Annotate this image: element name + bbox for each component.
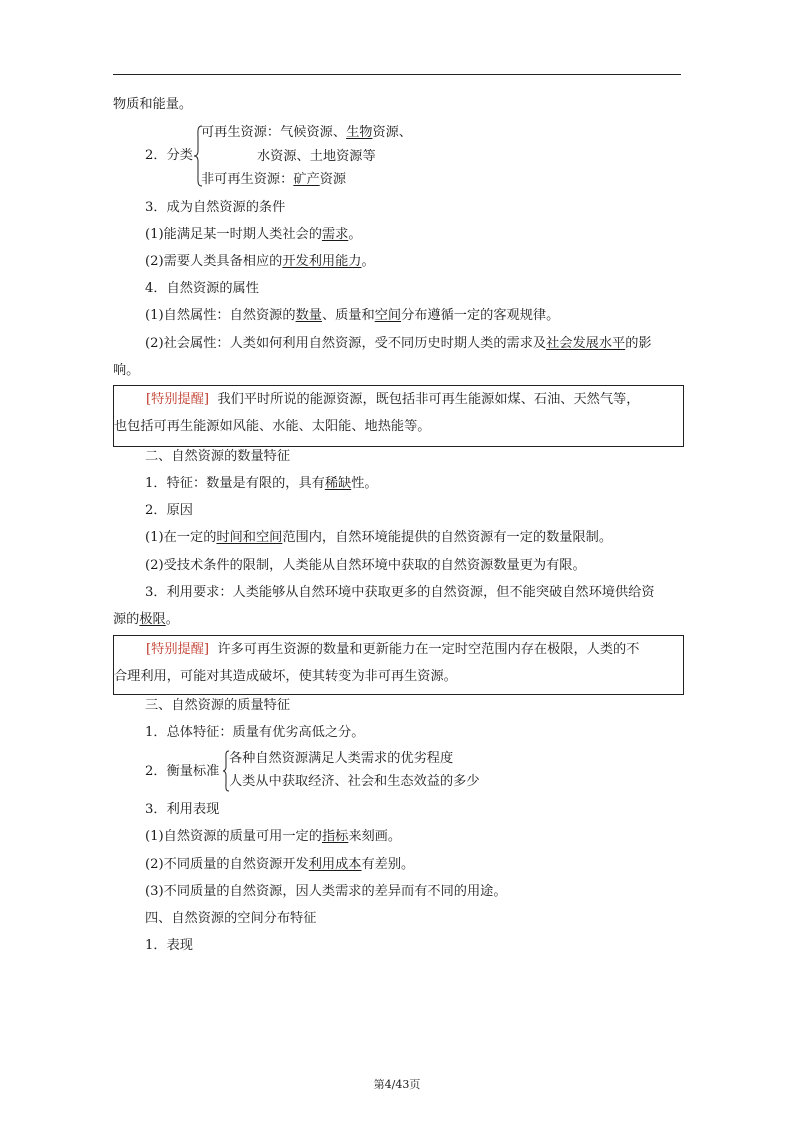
measure-1: 各种自然资源满足人类需求的优劣程度 (229, 751, 454, 766)
spatial-item-1: 1．表现 (145, 938, 193, 953)
conditions-heading: 3．成为自然资源的条件 (145, 200, 286, 215)
tip-line-1: [特别提醒] 许多可再生资源的数量和更新能力在一定时空范围内存在极限，人类的不 (146, 642, 640, 657)
tip-label: [特别提醒] (146, 642, 210, 657)
tip-line-2: 合理利用，可能对其造成破坏，使其转变为非可再生资源。 (114, 669, 457, 684)
quantity-reason: 2．原因 (145, 503, 193, 518)
condition-2: (2)需要人类具备相应的开发利用能力。 (145, 254, 375, 269)
use-1: (1)自然资源的质量可用一定的指标来刻画。 (145, 829, 402, 844)
usage-requirement-cont: 源的极限。 (113, 612, 179, 627)
usage-requirement: 3．利用要求：人类能够从自然环境中获取更多的自然资源，但不能突破自然环境供给资 (145, 585, 655, 600)
measure-label: 2．衡量标准 (145, 764, 220, 779)
tip-line-2: 也包括可再生能源如风能、水能、太阳能、地热能等。 (114, 419, 431, 434)
quality-heading: 三、自然资源的质量特征 (145, 698, 291, 713)
use-3: (3)不同质量的自然资源，因人类需求的差异而有不同的用途。 (145, 884, 507, 899)
page-number: 第4/43页 (373, 1078, 421, 1091)
use-2: (2)不同质量的自然资源开发利用成本有差别。 (145, 857, 415, 872)
tip-label: [特别提醒] (146, 392, 210, 407)
tip-box-2 (113, 635, 684, 695)
attributes-heading: 4．自然资源的属性 (145, 281, 259, 296)
spatial-heading: 四、自然资源的空间分布特征 (145, 911, 317, 926)
condition-1: (1)能满足某一时期人类社会的需求。 (145, 227, 362, 242)
measure-2: 人类从中获取经济、社会和生态效益的多少 (229, 774, 480, 789)
renewable-line-1: 可再生资源：气候资源、生物资源、 (201, 125, 412, 140)
quantity-heading: 二、自然资源的数量特征 (145, 449, 291, 464)
attribute-social: (2)社会属性：人类如何利用自然资源，受不同历史时期人类的需求及社会发展水平的影 (145, 336, 652, 351)
attribute-social-cont: 响。 (113, 363, 140, 378)
header-rule (113, 74, 681, 75)
reason-1: (1)在一定的时间和空间范围内，自然环境能提供的自然资源有一定的数量限制。 (145, 530, 613, 545)
tip-line-1: [特别提醒] 我们平时所说的能源资源，既包括非可再生能源如煤、石油、天然气等， (146, 392, 640, 407)
tip-box-1 (113, 385, 684, 447)
reason-2: (2)受技术条件的限制，人类能从自然环境中获取的自然资源数量更为有限。 (145, 558, 586, 573)
quality-overall: 1．总体特征：质量有优劣高低之分。 (145, 725, 365, 740)
renewable-line-2: 水资源、土地资源等 (257, 149, 376, 164)
use-heading: 3．利用表现 (145, 802, 220, 817)
nonrenewable-line: 非可再生资源：矿产资源 (201, 172, 347, 187)
attribute-natural: (1)自然属性：自然资源的数量、质量和空间分布遵循一定的客观规律。 (145, 308, 560, 323)
classification-label: 2．分类 (145, 148, 193, 163)
intro-end: 物质和能量。 (113, 97, 193, 112)
quantity-feature: 1．特征：数量是有限的，具有稀缺性。 (145, 476, 378, 491)
